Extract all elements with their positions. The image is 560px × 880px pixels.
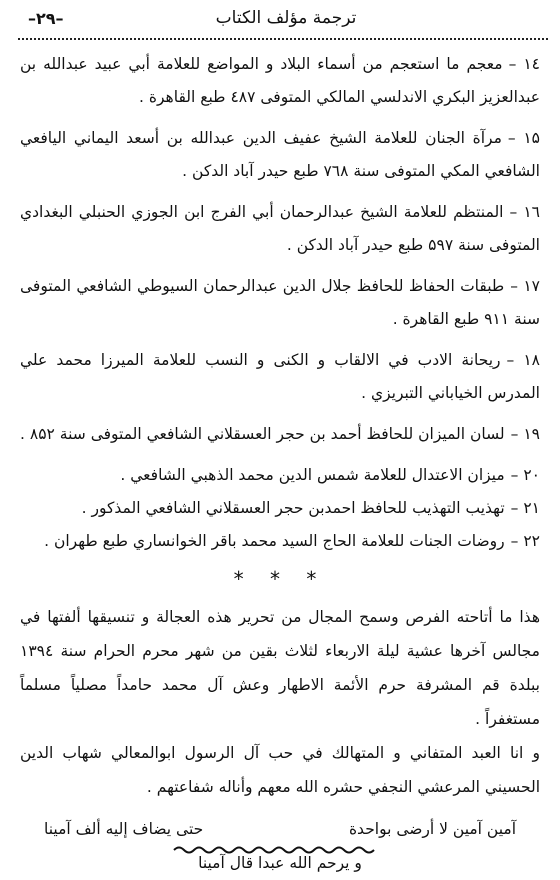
reference-entry-21 — [20, 492, 540, 525]
poem-verse-2: و يرحم الله عبدا قال آمينا — [198, 854, 362, 872]
entry-number: ۲۰ – — [510, 466, 540, 484]
page-header — [26, 6, 546, 32]
entry-text: لسان الميزان للحافظ أحمد بن حجر العسقلاني الشافعي المتوفى سنة ۸۵۲ . — [20, 425, 505, 443]
entry-number: ۲۱ – — [510, 499, 540, 517]
page-body — [20, 48, 540, 880]
entry-text: طبقات الحفاظ للحافظ جلال الدين عبدالرحمان السيوطي الشافعي المتوفى سنة ۹۱۱ طبع القاهرة . — [20, 277, 540, 328]
entry-text: مرآة الجنان للعلامة الشيخ عفيف الدين عبدالله بن أسعد اليماني اليافعي الشافعي المكي المتوفى سنة ۷٦۸ طبع حيدر آباد الدكن . — [20, 129, 540, 180]
reference-entry-17 — [20, 270, 540, 336]
entry-text: ريحانة الادب في الالقاب و الكنى و النسب للعلامة الميرزا محمد علي المدرس الخياباني التبريزي . — [20, 351, 540, 402]
entry-number: ۱۹ – — [510, 425, 540, 443]
entry-number: ۲۲ – — [510, 532, 540, 550]
entry-number: ۱۷ – — [510, 277, 540, 295]
entry-number: ۱٤ – — [508, 55, 540, 73]
reference-entry-20 — [20, 459, 540, 492]
author-signature-paragraph: و انا العبد المتفاني و المتهالك في حب آل الرسول ابوالمعالي شهاب الدين الحسيني المرعشي النجفي حشره الله معهم وأناله شفاعتهم . — [20, 744, 540, 796]
entry-text: روضات الجنات للعلامة الحاج السيد محمد باقر الخوانساري طبع طهران . — [44, 532, 505, 550]
entry-number: ۱۵ – — [507, 129, 540, 147]
footer-ornament — [172, 845, 382, 855]
reference-entry-14 — [20, 48, 540, 114]
section-separator-stars: * * * — [233, 567, 327, 591]
entry-number: ۱۸ – — [506, 351, 540, 369]
reference-entry-22 — [20, 525, 540, 558]
poem-hemistich-right: آمين آمين لا أرضى بواحدة — [348, 820, 516, 838]
poem-hemistich-left: حتى يضاف إليه ألف آمينا — [44, 820, 204, 838]
reference-entry-18 — [20, 344, 540, 410]
entry-number: ۱٦ – — [509, 203, 540, 221]
page-number: –۲۹– — [28, 9, 64, 28]
reference-entry-19 — [20, 418, 540, 451]
closing-paragraph: هذا ما أتاحته الفرص وسمح المجال من تحرير هذه العجالة و تنسيقها ألفتها في مجالس آخرها عشية ليلة الاربعاء لثلاث بقين من شهر محرم الحرام سنة ۱۳۹٤ ببلدة قم المشرفة حرم الأئمة الاطهار وعش آل محمد حامداً مصلياً مسلماً مستغفراً . — [20, 608, 540, 728]
header-divider — [18, 38, 548, 40]
poem-verse-1 — [20, 812, 540, 846]
entry-text: معجم ما استعجم من أسماء البلاد و المواضع للعلامة أبي عبيد عبدالله بن عبدالعزيز البكري الاندلسي المالكي المتوفى ٤۸۷ طبع القاهرة . — [20, 55, 540, 106]
reference-entry-16 — [20, 196, 540, 262]
entry-text: تهذيب التهذيب للحافظ احمدبن حجر العسقلاني الشافعي المذكور . — [81, 499, 505, 517]
running-title: ترجمة مؤلف الكتاب — [215, 8, 357, 28]
entry-text: ميزان الاعتدال للعلامة شمس الدين محمد الذهبي الشافعي . — [120, 466, 505, 484]
entry-text: المنتظم للعلامة الشيخ عبدالرحمان أبي الفرج ابن الجوزي الحنبلي البغدادي المتوفى سنة ۵۹۷ طبع حيدر آباد الدكن . — [20, 203, 540, 254]
reference-entry-15 — [20, 122, 540, 188]
